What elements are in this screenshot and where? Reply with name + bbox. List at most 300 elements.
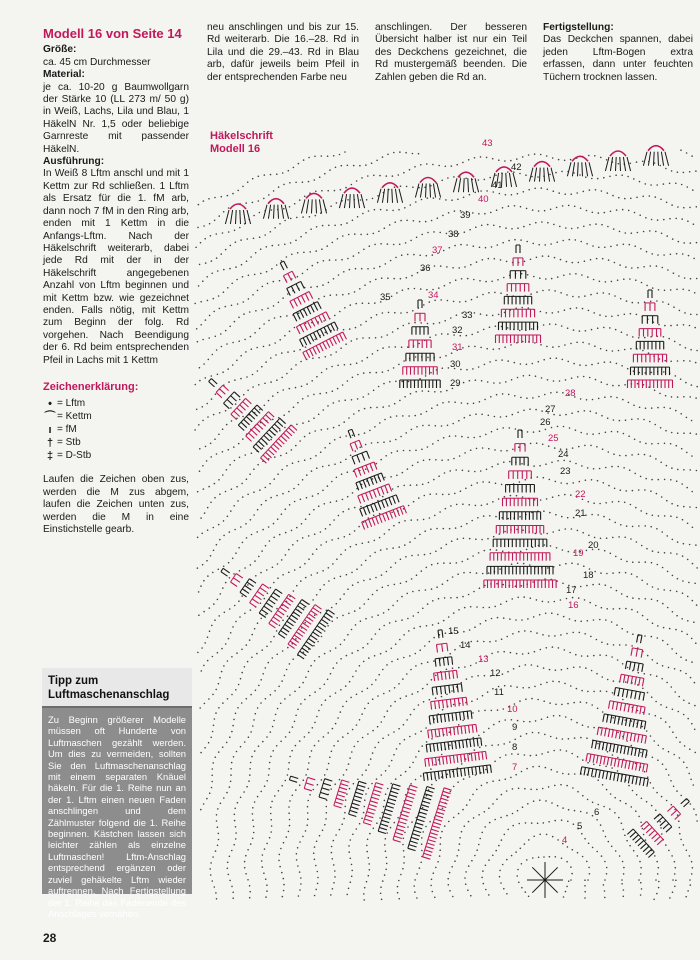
chain-dot	[327, 428, 329, 430]
chain-dot	[671, 648, 673, 650]
chain-dot	[578, 446, 580, 448]
chain-dot	[316, 286, 318, 288]
stitch-mark	[424, 797, 432, 799]
chain-dot	[529, 564, 531, 566]
chain-dot	[403, 856, 405, 858]
chain-dot	[437, 440, 439, 442]
chain-dot	[477, 640, 479, 642]
chain-dot	[674, 873, 676, 875]
chain-dot	[387, 788, 389, 790]
chain-dot	[664, 443, 666, 445]
border-stitch	[306, 199, 308, 213]
chain-dot	[221, 196, 223, 198]
chain-dot	[255, 575, 257, 577]
chain-dot	[495, 175, 497, 177]
chain-dot	[202, 420, 204, 422]
chain-dot	[253, 832, 255, 834]
chain-dot	[668, 338, 670, 340]
chain-dot	[478, 179, 480, 181]
chain-dot	[449, 528, 451, 530]
chain-dot	[590, 636, 592, 638]
chain-dot	[502, 242, 504, 244]
chain-dot	[650, 674, 652, 676]
chain-dot	[203, 580, 205, 582]
stitch-mark	[211, 379, 217, 385]
chain-dot	[655, 809, 657, 811]
stitch-mark	[321, 329, 325, 336]
chain-dot	[220, 593, 222, 595]
chain-dot	[588, 310, 590, 312]
chain-dot	[575, 239, 577, 241]
chain-dot	[427, 232, 429, 234]
stitch-mark	[264, 606, 271, 611]
chain-dot	[378, 742, 380, 744]
chain-dot	[294, 501, 296, 503]
chain-dot	[624, 384, 626, 386]
chain-dot	[227, 660, 229, 662]
chain-dot	[693, 621, 695, 623]
chain-dot	[237, 707, 239, 709]
chain-dot	[252, 374, 254, 376]
chain-dot	[425, 727, 427, 729]
chain-dot	[255, 310, 257, 312]
chain-dot	[249, 891, 251, 893]
chain-dot	[452, 896, 454, 898]
chain-dot	[564, 494, 566, 496]
chain-dot	[208, 742, 210, 744]
chain-dot	[222, 428, 224, 430]
chain-dot	[626, 561, 628, 563]
chain-dot	[283, 842, 285, 844]
chain-dot	[263, 346, 265, 348]
chain-dot	[520, 363, 522, 365]
chain-dot	[409, 655, 411, 657]
chain-dot	[506, 893, 508, 895]
chain-dot	[373, 390, 375, 392]
chain-dot	[491, 466, 493, 468]
chain-dot	[385, 838, 387, 840]
chain-dot	[470, 264, 472, 266]
chain-dot	[577, 376, 579, 378]
stitch-mark	[464, 754, 465, 762]
stitch-mark	[326, 312, 330, 319]
chain-dot	[608, 259, 610, 261]
chain-dot	[373, 828, 375, 830]
stitch-mark	[447, 643, 448, 651]
chain-dot	[651, 562, 653, 564]
chain-dot	[349, 757, 351, 759]
chain-dot	[459, 301, 461, 303]
chain-dot	[204, 703, 206, 705]
chain-dot	[618, 536, 620, 538]
chain-dot	[358, 252, 360, 254]
chain-dot	[217, 826, 219, 828]
border-stitch	[665, 152, 669, 166]
chain-dot	[411, 821, 413, 823]
chain-dot	[339, 829, 341, 831]
chain-dot	[390, 783, 392, 785]
chain-dot	[234, 460, 236, 462]
chain-dot	[271, 268, 273, 270]
chain-dot	[265, 698, 267, 700]
chain-dot	[251, 634, 253, 636]
chain-dot	[672, 731, 674, 733]
chain-dot	[473, 245, 475, 247]
chain-dot	[399, 244, 401, 246]
chain-dot	[656, 300, 658, 302]
chain-dot	[407, 468, 409, 470]
stitch-mark	[374, 790, 382, 792]
chain-dot	[258, 176, 260, 178]
stitch-mark	[251, 430, 257, 435]
chain-dot	[429, 517, 431, 519]
stitch-mark	[263, 418, 269, 424]
stitch-mark	[600, 756, 601, 764]
stitch-mark	[461, 754, 462, 762]
stitch-mark	[637, 635, 638, 643]
chain-dot	[214, 497, 216, 499]
chain-dot	[246, 260, 248, 262]
stitch-row-line	[348, 429, 352, 430]
chain-dot	[444, 825, 446, 827]
stitch-mark	[427, 787, 435, 789]
chain-dot	[416, 426, 418, 428]
chain-dot	[526, 859, 528, 861]
chain-dot	[538, 857, 540, 859]
chain-dot	[548, 786, 550, 788]
chain-dot	[636, 197, 638, 199]
border-arc	[420, 178, 436, 183]
chain-dot	[248, 275, 250, 277]
chain-dot	[536, 291, 538, 293]
chain-dot	[688, 255, 690, 257]
chain-dot	[482, 481, 484, 483]
chain-dot	[481, 539, 483, 541]
border-stitch	[268, 205, 270, 219]
chain-dot	[570, 879, 572, 881]
chain-dot	[548, 289, 550, 291]
chain-dot	[390, 260, 392, 262]
chain-dot	[544, 210, 546, 212]
chain-dot	[254, 332, 256, 334]
chain-dot	[514, 739, 516, 741]
chain-dot	[296, 853, 298, 855]
chain-dot	[488, 415, 490, 417]
chain-dot	[551, 612, 553, 614]
stitch-mark	[269, 623, 276, 628]
chain-dot	[488, 728, 490, 730]
round-number-label: 5	[577, 821, 583, 832]
chain-dot	[406, 673, 408, 675]
chain-dot	[478, 213, 480, 215]
chain-dot	[293, 167, 295, 169]
chain-dot	[438, 598, 440, 600]
chain-dot	[648, 352, 650, 354]
stitch-mark	[337, 795, 345, 797]
chain-dot	[244, 867, 246, 869]
chain-dot	[601, 190, 603, 192]
chain-dot	[672, 879, 674, 881]
chain-dot	[456, 504, 458, 506]
chain-dot	[487, 691, 489, 693]
chain-dot	[223, 269, 225, 271]
chain-dot	[580, 811, 582, 813]
chain-dot	[351, 751, 353, 753]
chain-dot	[339, 154, 341, 156]
chain-dot	[194, 429, 196, 431]
chain-dot	[441, 180, 443, 182]
chain-dot	[625, 644, 627, 646]
chain-dot	[343, 774, 345, 776]
chain-dot	[616, 244, 618, 246]
chain-dot	[255, 252, 257, 254]
chain-dot	[478, 844, 480, 846]
chain-dot	[526, 241, 528, 243]
chain-dot	[479, 436, 481, 438]
chain-dot	[468, 504, 470, 506]
chain-dot	[378, 231, 380, 233]
chain-dot	[419, 221, 421, 223]
chain-dot	[346, 769, 348, 771]
chain-dot	[296, 424, 298, 426]
chain-dot	[356, 724, 358, 726]
chain-dot	[593, 764, 595, 766]
chain-dot	[524, 630, 526, 632]
chain-dot	[354, 610, 356, 612]
treble-crochet-symbol-icon: ‡	[46, 449, 54, 462]
chain-dot	[542, 601, 544, 603]
chain-dot	[485, 620, 487, 622]
chain-dot	[548, 445, 550, 447]
chain-dot	[611, 431, 613, 433]
chain-dot	[604, 861, 606, 863]
chain-dot	[466, 369, 468, 371]
chain-dot	[326, 368, 328, 370]
chain-dot	[253, 491, 255, 493]
chain-dot	[202, 564, 204, 566]
chain-dot	[602, 676, 604, 678]
chain-dot	[520, 735, 522, 737]
chain-dot	[392, 210, 394, 212]
chain-dot	[368, 210, 370, 212]
chain-dot	[340, 224, 342, 226]
stitch-mark	[300, 311, 304, 318]
stitch-mark	[349, 814, 357, 816]
chain-dot	[580, 432, 582, 434]
chain-dot	[266, 843, 268, 845]
chain-dot	[638, 302, 640, 304]
chain-dot	[265, 545, 267, 547]
chain-dot	[223, 291, 225, 293]
chain-dot	[382, 669, 384, 671]
chain-dot	[504, 160, 506, 162]
chain-dot	[439, 849, 441, 851]
chain-dot	[240, 239, 242, 241]
chain-dot	[658, 745, 660, 747]
chain-dot	[663, 627, 665, 629]
chain-dot	[481, 380, 483, 382]
chain-dot	[519, 481, 521, 483]
chain-dot	[614, 295, 616, 297]
chain-dot	[199, 470, 201, 472]
chain-dot	[506, 261, 508, 263]
chain-dot	[235, 832, 237, 834]
stitch-mark	[453, 755, 454, 763]
chain-dot	[565, 379, 567, 381]
chain-dot	[265, 361, 267, 363]
chain-dot	[393, 278, 395, 280]
chain-dot	[677, 206, 679, 208]
chain-dot	[232, 626, 234, 628]
chain-dot	[485, 281, 487, 283]
chain-dot	[298, 895, 300, 897]
chain-dot	[525, 698, 527, 700]
chain-dot	[660, 199, 662, 201]
stitch-mark	[363, 480, 366, 487]
chain-dot	[211, 260, 213, 262]
stitch-mark	[644, 721, 645, 729]
chain-dot	[509, 427, 511, 429]
chain-dot	[475, 538, 477, 540]
chain-dot	[676, 653, 678, 655]
chain-dot	[549, 702, 551, 704]
chain-dot	[283, 184, 285, 186]
chain-dot	[297, 709, 299, 711]
chain-dot	[231, 488, 233, 490]
chain-dot	[459, 843, 461, 845]
chain-dot	[317, 871, 319, 873]
chain-dot	[379, 513, 381, 515]
chain-dot	[397, 328, 399, 330]
chain-dot	[352, 220, 354, 222]
chain-dot	[352, 729, 354, 731]
chain-dot	[371, 442, 373, 444]
chain-dot	[420, 288, 422, 290]
chain-dot	[314, 895, 316, 897]
chain-dot	[599, 583, 601, 585]
chain-dot	[351, 652, 353, 654]
chain-dot	[570, 308, 572, 310]
chain-dot	[267, 593, 269, 595]
chain-dot	[346, 793, 348, 795]
chain-dot	[418, 704, 420, 706]
chain-dot	[674, 341, 676, 343]
chain-dot	[495, 516, 497, 518]
chain-dot	[418, 497, 420, 499]
chain-dot	[336, 662, 338, 664]
stitch-mark	[628, 747, 629, 755]
chain-dot	[476, 261, 478, 263]
stitch-mark	[592, 740, 593, 748]
chain-dot	[444, 285, 446, 287]
chain-dot	[613, 419, 615, 421]
chain-dot	[514, 239, 516, 241]
border-stitch	[344, 194, 346, 208]
center-stitch	[532, 880, 545, 893]
stitch-mark	[286, 430, 292, 435]
chain-dot	[431, 679, 433, 681]
chain-dot	[604, 212, 606, 214]
chain-dot	[246, 698, 248, 700]
chain-dot	[289, 756, 291, 758]
chain-dot	[622, 699, 624, 701]
chain-dot	[273, 537, 275, 539]
chain-dot	[386, 571, 388, 573]
stitch-mark	[252, 411, 258, 416]
stitch-mark	[372, 794, 380, 796]
chain-dot	[546, 647, 548, 649]
chain-dot	[327, 485, 329, 487]
chain-dot	[381, 721, 383, 723]
border-stitch	[319, 199, 321, 213]
chain-dot	[351, 876, 353, 878]
chain-dot	[671, 503, 673, 505]
chain-dot	[360, 234, 362, 236]
chain-dot	[454, 401, 456, 403]
chain-dot	[355, 670, 357, 672]
chain-dot	[245, 351, 247, 353]
chain-dot	[545, 613, 547, 615]
chain-dot	[669, 408, 671, 410]
stitch-mark	[352, 803, 360, 805]
chain-dot	[671, 855, 673, 857]
stitch-mark	[331, 324, 335, 331]
border-stitch	[468, 178, 469, 192]
border-stitch	[471, 178, 473, 192]
chain-dot	[300, 877, 302, 879]
stitch-mark	[654, 814, 660, 819]
chain-dot	[521, 863, 523, 865]
chain-dot	[252, 813, 254, 815]
chain-dot	[539, 277, 541, 279]
stitch-mark	[597, 755, 598, 763]
chain-dot	[336, 202, 338, 204]
chain-dot	[682, 519, 684, 521]
chain-dot	[526, 549, 528, 551]
chain-dot	[263, 198, 265, 200]
stitch-mark	[627, 732, 628, 740]
chain-dot	[557, 614, 559, 616]
chain-dot	[330, 294, 332, 296]
chain-dot	[522, 156, 524, 158]
chain-dot	[474, 157, 476, 159]
chain-dot	[466, 678, 468, 680]
chain-dot	[335, 834, 337, 836]
stitch-mark	[639, 692, 641, 700]
chain-dot	[483, 641, 485, 643]
chain-dot	[348, 417, 350, 419]
chain-dot	[431, 407, 433, 409]
chain-dot	[416, 484, 418, 486]
chain-dot	[245, 202, 247, 204]
chain-dot	[495, 360, 497, 362]
chain-dot	[321, 636, 323, 638]
stitch-mark	[663, 824, 669, 829]
chain-dot	[235, 403, 237, 405]
chain-dot	[398, 522, 400, 524]
border-arc	[306, 193, 322, 198]
stitch-mark	[293, 612, 300, 617]
chain-dot	[384, 716, 386, 718]
chain-dot	[578, 296, 580, 298]
chain-dot	[555, 856, 557, 858]
chain-dot	[203, 803, 205, 805]
chain-dot	[304, 699, 306, 701]
chain-dot	[444, 472, 446, 474]
border-stitch	[544, 168, 545, 182]
chain-dot	[214, 886, 216, 888]
chain-dot	[687, 523, 689, 525]
